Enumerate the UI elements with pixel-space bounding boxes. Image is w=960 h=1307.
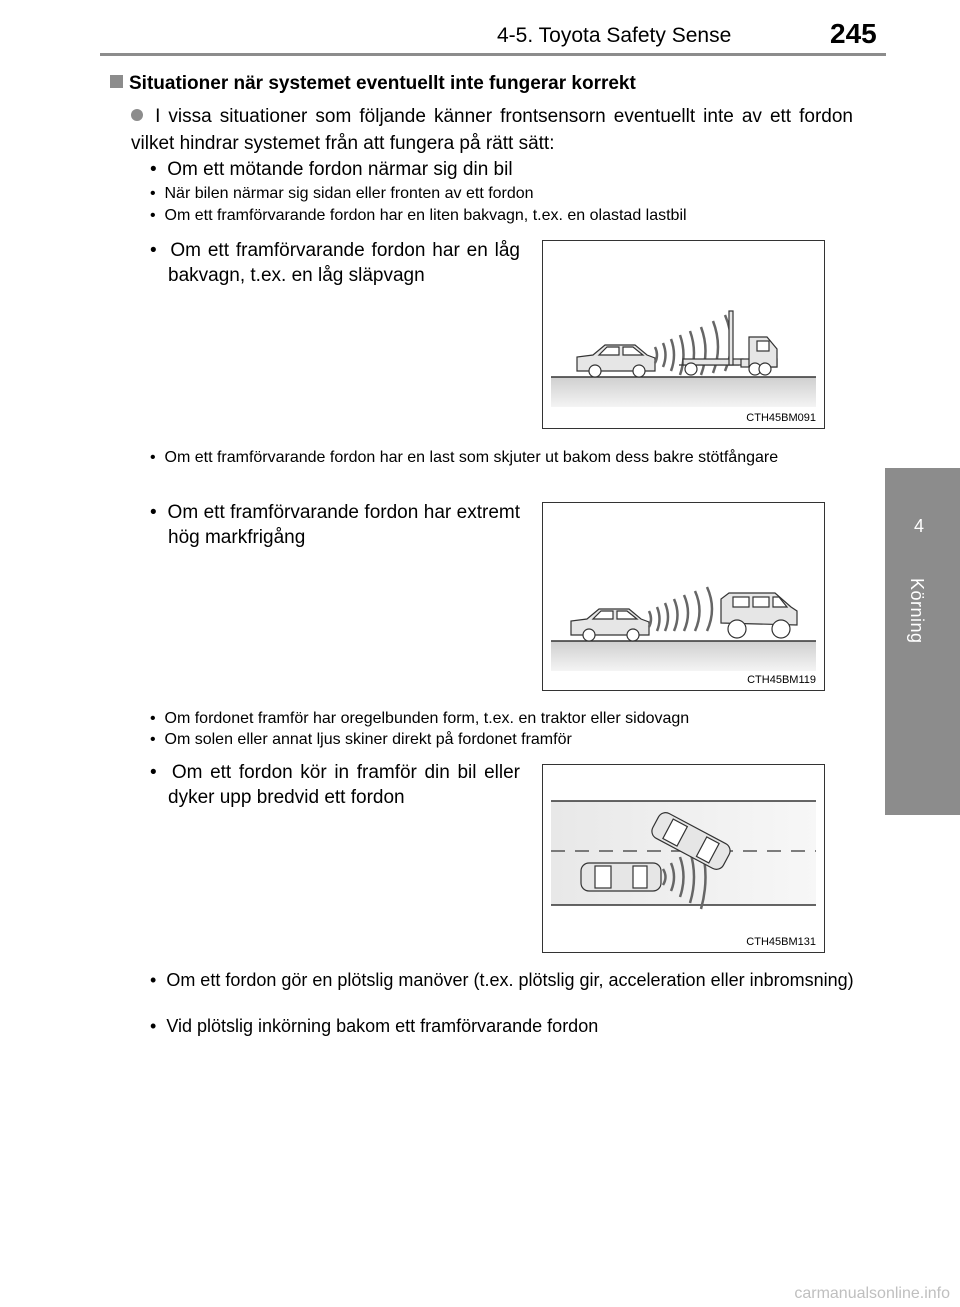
square-bullet-icon xyxy=(110,75,123,88)
high-clearance-suv-icon xyxy=(721,593,797,638)
list-item-text: När bilen närmar sig sidan eller fronten av ett fordon xyxy=(164,185,534,202)
list-item: • Om solen eller annat ljus skiner direkt på fordonet framför xyxy=(150,731,572,748)
figure-code: CTH45BM131 xyxy=(746,936,816,948)
list-item: • Om ett fordon gör en plötslig manöver (t.ex. plötslig gir, acceleration eller inbromsning) xyxy=(150,970,854,990)
figure-code: CTH45BM119 xyxy=(747,674,816,686)
page-number: 245 xyxy=(830,18,877,49)
list-item-text: Om ett fordon gör en plötslig manöver (t.ex. plötslig gir, acceleration eller inbromsning) xyxy=(166,970,854,990)
list-item: • Om fordonet framför har oregelbunden form, t.ex. en traktor eller sidovagn xyxy=(150,710,690,727)
list-item: • Om ett framförvarande fordon har extremt hög markfrigång xyxy=(150,502,521,548)
list-item-text: Om ett framförvarande fordon har en liten bakvagn, t.ex. en olastad lastbil xyxy=(164,207,687,224)
chapter-number: 4 xyxy=(913,516,924,536)
header-divider xyxy=(100,53,886,56)
list-item: • Vid plötslig inkörning bakom ett framförvarande fordon xyxy=(150,1016,599,1036)
list-item-text: Vid plötslig inkörning bakom ett framförvarande fordon xyxy=(166,1016,599,1036)
heading-text: Situationer när systemet eventuellt inte fungerar korrekt xyxy=(129,73,636,94)
list-item-text: Om ett mötande fordon närmar sig din bil xyxy=(167,159,513,180)
round-bullet-icon xyxy=(131,109,143,121)
figure-cut-in xyxy=(542,764,825,953)
figure-high-clearance xyxy=(542,502,825,691)
own-car-top-icon xyxy=(581,863,661,891)
chapter-label: Körning xyxy=(907,578,927,644)
footer-url: carmanualsonline.info xyxy=(794,1285,950,1302)
list-item: • När bilen närmar sig sidan eller fronten av ett fordon xyxy=(150,185,534,202)
cut-in-illustration xyxy=(543,765,824,952)
high-clearance-illustration xyxy=(543,503,824,690)
list-item: • Om ett framförvarande fordon har en last som skjuter ut bakom dess bakre stötfångare xyxy=(150,449,779,466)
list-item-text: Om fordonet framför har oregelbunden form, t.ex. en traktor eller sidovagn xyxy=(164,710,690,727)
list-item-text: Om ett framförvarande fordon har extremt hög markfrigång xyxy=(167,502,521,548)
own-car-icon xyxy=(577,345,655,377)
section-title: 4-5. Toyota Safety Sense xyxy=(497,24,732,47)
figure-code: CTH45BM091 xyxy=(746,412,816,424)
list-item: • Om ett mötande fordon närmar sig din bil xyxy=(150,159,513,180)
intro-paragraph xyxy=(131,103,853,157)
low-trailer-illustration xyxy=(543,241,824,428)
list-item-text: Om ett fordon kör in framför din bil eller dyker upp bredvid ett fordon xyxy=(168,762,520,808)
sensor-wave-icon xyxy=(649,587,712,631)
list-item: • Om ett fordon kör in framför din bil eller dyker upp bredvid ett fordon xyxy=(150,762,520,808)
intro-text: I vissa situationer som följande känner frontsensorn eventuellt inte av ett fordon vilket hindrar systemet från att fungera på rätt sätt: xyxy=(131,106,853,154)
figure-low-trailer xyxy=(542,240,825,429)
section-heading xyxy=(110,73,636,95)
list-item-text: Om ett framförvarande fordon har en låg bakvagn, t.ex. en låg släpvagn xyxy=(168,240,520,286)
list-item-text: Om ett framförvarande fordon har en last som skjuter ut bakom dess bakre stötfångare xyxy=(164,449,779,466)
list-item-text: Om solen eller annat ljus skiner direkt på fordonet framför xyxy=(164,731,572,748)
list-item: • Om ett framförvarande fordon har en låg bakvagn, t.ex. en låg släpvagn xyxy=(150,240,520,286)
own-car-icon xyxy=(571,609,649,641)
list-item: • Om ett framförvarande fordon har en liten bakvagn, t.ex. en olastad lastbil xyxy=(150,207,687,224)
